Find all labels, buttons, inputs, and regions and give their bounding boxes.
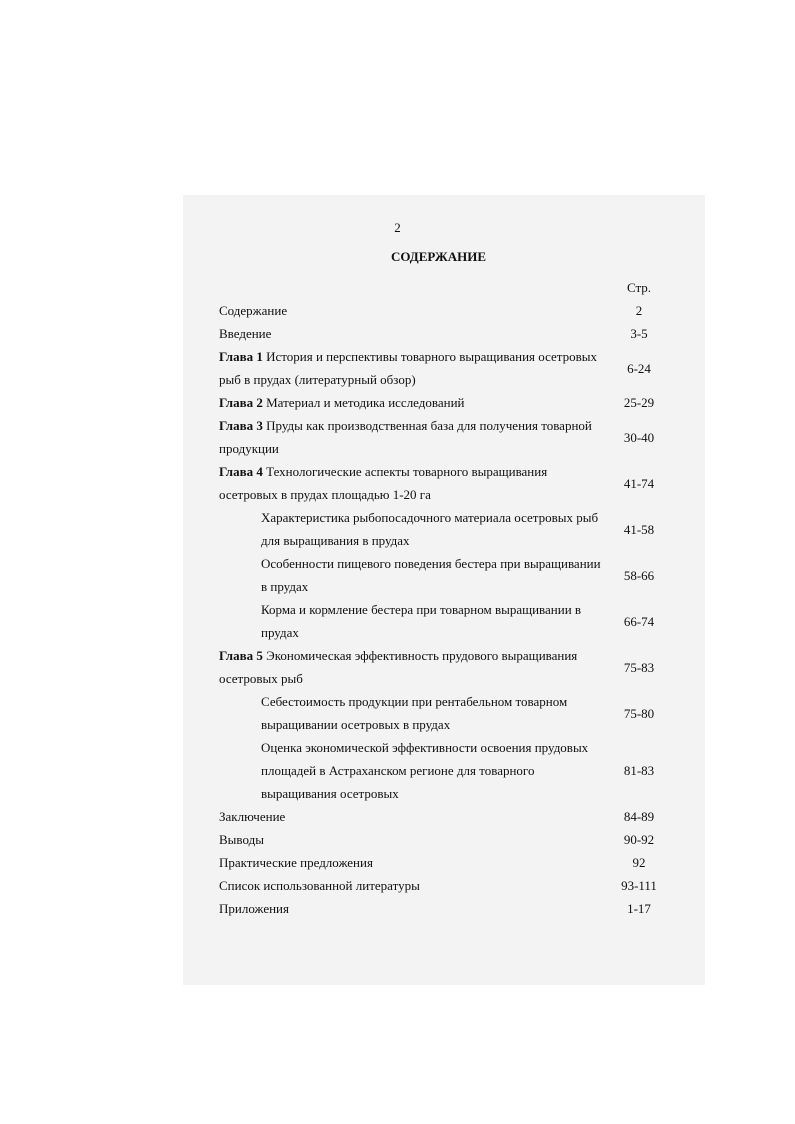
toc-entry-pages: 41-74: [623, 475, 655, 491]
toc-entry-pages: 90-92: [623, 832, 655, 847]
toc-entry-text: Выводы: [219, 832, 264, 847]
toc-entry-text: Корма и кормление бестера при товарном выращивании в прудах: [261, 602, 582, 640]
toc-entry-title: [219, 322, 609, 345]
toc-entry-pages: 92: [632, 855, 646, 870]
toc-entry: [219, 345, 669, 391]
toc-entry-pages: 75-83: [623, 659, 655, 675]
toc-entry-text: Список использованной литературы: [219, 878, 420, 893]
page-title: СОДЕРЖАНИЕ: [390, 249, 487, 264]
toc-entry-text: Технологические аспекты товарного выращивания осетровых в прудах площадью 1-20 га: [219, 464, 548, 502]
toc-entry: [219, 736, 669, 805]
toc-entry-title: [219, 805, 609, 828]
toc-entry-pages: 75-80: [623, 705, 655, 721]
toc-entry-text: Содержание: [219, 303, 288, 318]
toc-entry-pages: 58-66: [623, 567, 655, 583]
pages-column-label: Стр.: [626, 280, 652, 295]
toc-entry: [219, 598, 669, 644]
chapter-label: Глава 1: [219, 349, 263, 364]
toc-entry-text: Материал и методика исследований: [262, 395, 465, 410]
toc-entry-title: [219, 851, 609, 874]
toc-entry-pages: 84-89: [623, 809, 655, 824]
toc-entry-pages: 30-40: [623, 429, 655, 445]
toc-entry: [219, 552, 669, 598]
chapter-label: Глава 3: [219, 418, 263, 433]
toc-entry-text: Введение: [219, 326, 272, 341]
toc-entry: [219, 391, 669, 414]
toc-entry: [219, 506, 669, 552]
toc-entry-text: Характеристика рыбопосадочного материала осетровых рыб для выращивания в прудах: [261, 510, 599, 548]
toc-entry-text: Оценка экономической эффективности освоения прудовых площадей в Астраханском регионе для товарного выращивания осетровых: [261, 740, 589, 801]
toc-entry-title: [219, 897, 609, 920]
toc-entry-title: [219, 828, 609, 851]
chapter-label: Глава 5: [219, 648, 263, 663]
table-of-contents: [219, 276, 669, 920]
toc-entry-pages: 2: [635, 303, 643, 318]
toc-entry-pages: 1-17: [627, 901, 651, 916]
toc-entry-title: [219, 736, 609, 805]
page-number: 2: [394, 220, 401, 235]
toc-entry: [219, 874, 669, 897]
chapter-label: Глава 4: [219, 464, 263, 479]
toc-entry-text: Практические предложения: [219, 855, 373, 870]
toc-entry: [219, 690, 669, 736]
toc-entry: [219, 644, 669, 690]
toc-entry-pages: 25-29: [623, 395, 655, 410]
toc-entry: [219, 299, 669, 322]
toc-entry-pages: 6-24: [627, 360, 651, 376]
toc-entry-pages: 3-5: [630, 326, 648, 341]
toc-entry-title: [219, 598, 609, 644]
toc-entry: [219, 897, 669, 920]
toc-entry-title: [219, 345, 609, 391]
toc-entry-title: [219, 460, 609, 506]
toc-entry-text: Приложения: [219, 901, 289, 916]
toc-entry-text: Заключение: [219, 809, 286, 824]
toc-entry: [219, 851, 669, 874]
toc-entry-title: [219, 299, 609, 322]
toc-entry-pages: 93-111: [621, 878, 657, 893]
toc-list: [219, 299, 669, 920]
toc-entry: [219, 828, 669, 851]
toc-entry-text: История и перспективы товарного выращивания осетровых рыб в прудах (литературный обзор): [219, 349, 598, 387]
toc-entry: [219, 460, 669, 506]
toc-entry-title: [219, 414, 609, 460]
toc-entry-title: [219, 690, 609, 736]
toc-entry: [219, 414, 669, 460]
toc-entry-title: [219, 391, 609, 414]
toc-entry-text: Себестоимость продукции при рентабельном товарном выращивании осетровых в прудах: [261, 694, 568, 732]
chapter-label: Глава 2: [219, 395, 263, 410]
toc-entry-pages: 81-83: [623, 763, 655, 778]
toc-entry-title: [219, 874, 609, 897]
toc-entry-pages: 66-74: [623, 613, 655, 629]
toc-entry-text: Пруды как производственная база для получения товарной продукции: [219, 418, 592, 456]
toc-header: [219, 276, 669, 299]
toc-entry-title: [219, 552, 609, 598]
toc-entry: [219, 805, 669, 828]
toc-entry-title: [219, 644, 609, 690]
toc-entry-pages: 41-58: [623, 521, 655, 537]
toc-entry-text: Особенности пищевого поведения бестера при выращивании в прудах: [261, 556, 601, 594]
toc-entry-text: Экономическая эффективность прудового выращивания осетровых рыб: [219, 648, 578, 686]
toc-entry: [219, 322, 669, 345]
toc-entry-title: [219, 506, 609, 552]
